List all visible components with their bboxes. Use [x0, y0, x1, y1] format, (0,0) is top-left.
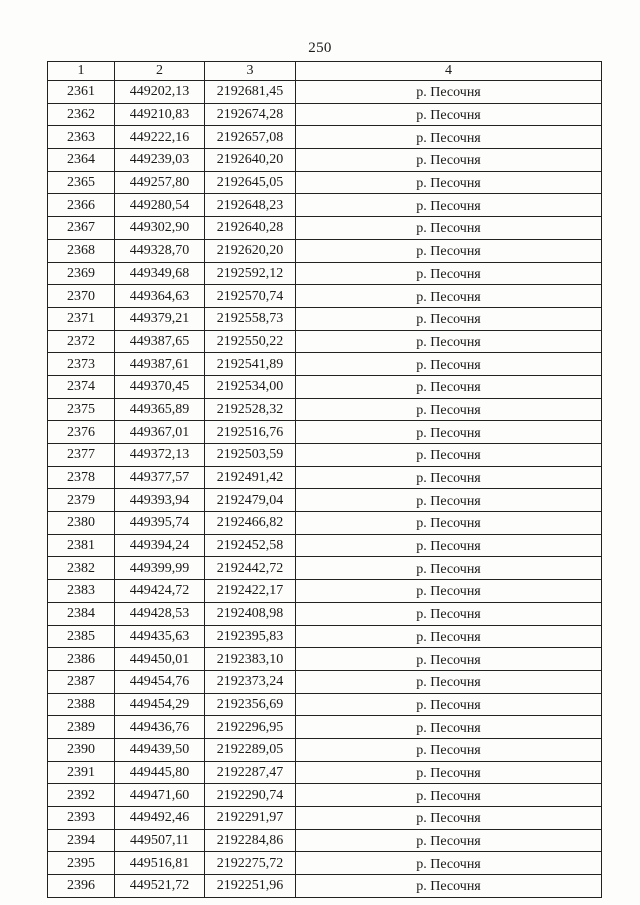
- table-row: [48, 171, 602, 194]
- x-coordinate-cell: 449450,01: [115, 648, 205, 671]
- x-coordinate-cell: 449328,70: [115, 239, 205, 262]
- y-coordinate-cell: 2192395,83: [205, 625, 296, 648]
- description-cell: р. Песочня: [296, 217, 602, 240]
- y-coordinate-cell: 2192550,22: [205, 330, 296, 353]
- x-coordinate-cell: 449516,81: [115, 852, 205, 875]
- y-coordinate-cell: 2192558,73: [205, 307, 296, 330]
- point-number-cell: 2394: [48, 829, 115, 852]
- table-row: [48, 602, 602, 625]
- y-coordinate-cell: 2192452,58: [205, 534, 296, 557]
- x-coordinate-cell: 449521,72: [115, 875, 205, 898]
- table-row: [48, 239, 602, 262]
- x-coordinate-cell: 449372,13: [115, 444, 205, 467]
- table-row: [48, 103, 602, 126]
- point-number-cell: 2374: [48, 375, 115, 398]
- y-coordinate-cell: 2192648,23: [205, 194, 296, 217]
- description-cell: р. Песочня: [296, 330, 602, 353]
- x-coordinate-cell: 449222,16: [115, 126, 205, 149]
- x-coordinate-cell: 449393,94: [115, 489, 205, 512]
- x-coordinate-cell: 449394,24: [115, 534, 205, 557]
- table-row: [48, 489, 602, 512]
- y-coordinate-cell: 2192296,95: [205, 716, 296, 739]
- x-coordinate-cell: 449436,76: [115, 716, 205, 739]
- description-cell: р. Песочня: [296, 784, 602, 807]
- point-number-cell: 2388: [48, 693, 115, 716]
- y-coordinate-cell: 2192681,45: [205, 81, 296, 104]
- x-coordinate-cell: 449507,11: [115, 829, 205, 852]
- y-coordinate-cell: 2192503,59: [205, 444, 296, 467]
- y-coordinate-cell: 2192408,98: [205, 602, 296, 625]
- table-row: [48, 194, 602, 217]
- x-coordinate-cell: 449370,45: [115, 375, 205, 398]
- x-coordinate-cell: 449367,01: [115, 421, 205, 444]
- y-coordinate-cell: 2192674,28: [205, 103, 296, 126]
- column-header-3: 3: [205, 62, 296, 81]
- description-cell: р. Песочня: [296, 648, 602, 671]
- x-coordinate-cell: 449428,53: [115, 602, 205, 625]
- point-number-cell: 2369: [48, 262, 115, 285]
- y-coordinate-cell: 2192373,24: [205, 670, 296, 693]
- point-number-cell: 2372: [48, 330, 115, 353]
- point-number-cell: 2361: [48, 81, 115, 104]
- point-number-cell: 2365: [48, 171, 115, 194]
- description-cell: р. Песочня: [296, 875, 602, 898]
- x-coordinate-cell: 449387,61: [115, 353, 205, 376]
- description-cell: р. Песочня: [296, 171, 602, 194]
- x-coordinate-cell: 449280,54: [115, 194, 205, 217]
- x-coordinate-cell: 449445,80: [115, 761, 205, 784]
- description-cell: р. Песочня: [296, 444, 602, 467]
- description-cell: р. Песочня: [296, 693, 602, 716]
- description-cell: р. Песочня: [296, 512, 602, 535]
- description-cell: р. Песочня: [296, 580, 602, 603]
- table-row: [48, 421, 602, 444]
- y-coordinate-cell: 2192528,32: [205, 398, 296, 421]
- description-cell: р. Песочня: [296, 761, 602, 784]
- y-coordinate-cell: 2192541,89: [205, 353, 296, 376]
- point-number-cell: 2375: [48, 398, 115, 421]
- x-coordinate-cell: 449471,60: [115, 784, 205, 807]
- table-row: [48, 716, 602, 739]
- point-number-cell: 2393: [48, 807, 115, 830]
- x-coordinate-cell: 449379,21: [115, 307, 205, 330]
- y-coordinate-cell: 2192251,96: [205, 875, 296, 898]
- y-coordinate-cell: 2192570,74: [205, 285, 296, 308]
- x-coordinate-cell: 449210,83: [115, 103, 205, 126]
- table-row: [48, 852, 602, 875]
- description-cell: р. Песочня: [296, 829, 602, 852]
- table-row: [48, 81, 602, 104]
- description-cell: р. Песочня: [296, 375, 602, 398]
- description-cell: р. Песочня: [296, 239, 602, 262]
- y-coordinate-cell: 2192466,82: [205, 512, 296, 535]
- table-row: [48, 285, 602, 308]
- table-row: [48, 784, 602, 807]
- table-row: [48, 353, 602, 376]
- description-cell: р. Песочня: [296, 307, 602, 330]
- y-coordinate-cell: 2192645,05: [205, 171, 296, 194]
- point-number-cell: 2382: [48, 557, 115, 580]
- table-row: [48, 375, 602, 398]
- x-coordinate-cell: 449492,46: [115, 807, 205, 830]
- x-coordinate-cell: 449364,63: [115, 285, 205, 308]
- description-cell: р. Песочня: [296, 126, 602, 149]
- point-number-cell: 2377: [48, 444, 115, 467]
- y-coordinate-cell: 2192291,97: [205, 807, 296, 830]
- table-row: [48, 829, 602, 852]
- description-cell: р. Песочня: [296, 807, 602, 830]
- x-coordinate-cell: 449454,29: [115, 693, 205, 716]
- x-coordinate-cell: 449439,50: [115, 738, 205, 761]
- description-cell: р. Песочня: [296, 738, 602, 761]
- y-coordinate-cell: 2192491,42: [205, 466, 296, 489]
- point-number-cell: 2392: [48, 784, 115, 807]
- point-number-cell: 2384: [48, 602, 115, 625]
- page-number: 250: [308, 40, 332, 56]
- table-row: [48, 557, 602, 580]
- description-cell: р. Песочня: [296, 353, 602, 376]
- point-number-cell: 2390: [48, 738, 115, 761]
- description-cell: р. Песочня: [296, 194, 602, 217]
- table-row: [48, 738, 602, 761]
- x-coordinate-cell: 449202,13: [115, 81, 205, 104]
- point-number-cell: 2370: [48, 285, 115, 308]
- x-coordinate-cell: 449395,74: [115, 512, 205, 535]
- description-cell: р. Песочня: [296, 625, 602, 648]
- column-header-1: 1: [48, 62, 115, 81]
- x-coordinate-cell: 449239,03: [115, 149, 205, 172]
- table-row: [48, 398, 602, 421]
- table-row: [48, 217, 602, 240]
- column-header-4: 4: [296, 62, 602, 81]
- y-coordinate-cell: 2192289,05: [205, 738, 296, 761]
- x-coordinate-cell: 449435,63: [115, 625, 205, 648]
- table-row: [48, 580, 602, 603]
- point-number-cell: 2385: [48, 625, 115, 648]
- y-coordinate-cell: 2192284,86: [205, 829, 296, 852]
- description-cell: р. Песочня: [296, 716, 602, 739]
- y-coordinate-cell: 2192657,08: [205, 126, 296, 149]
- table-row: [48, 330, 602, 353]
- table-row: [48, 126, 602, 149]
- description-cell: р. Песочня: [296, 103, 602, 126]
- point-number-cell: 2379: [48, 489, 115, 512]
- point-number-cell: 2386: [48, 648, 115, 671]
- point-number-cell: 2371: [48, 307, 115, 330]
- point-number-cell: 2366: [48, 194, 115, 217]
- x-coordinate-cell: 449302,90: [115, 217, 205, 240]
- x-coordinate-cell: 449454,76: [115, 670, 205, 693]
- table-row: [48, 534, 602, 557]
- point-number-cell: 2376: [48, 421, 115, 444]
- table-row: [48, 807, 602, 830]
- description-cell: р. Песочня: [296, 81, 602, 104]
- description-cell: р. Песочня: [296, 602, 602, 625]
- table-body: [48, 81, 602, 898]
- description-cell: р. Песочня: [296, 852, 602, 875]
- description-cell: р. Песочня: [296, 398, 602, 421]
- description-cell: р. Песочня: [296, 149, 602, 172]
- y-coordinate-cell: 2192479,04: [205, 489, 296, 512]
- column-header-2: 2: [115, 62, 205, 81]
- description-cell: р. Песочня: [296, 466, 602, 489]
- description-cell: р. Песочня: [296, 262, 602, 285]
- x-coordinate-cell: 449399,99: [115, 557, 205, 580]
- point-number-cell: 2364: [48, 149, 115, 172]
- x-coordinate-cell: 449424,72: [115, 580, 205, 603]
- y-coordinate-cell: 2192383,10: [205, 648, 296, 671]
- y-coordinate-cell: 2192640,20: [205, 149, 296, 172]
- table-row: [48, 307, 602, 330]
- table-row: [48, 444, 602, 467]
- point-number-cell: 2362: [48, 103, 115, 126]
- point-number-cell: 2378: [48, 466, 115, 489]
- description-cell: р. Песочня: [296, 285, 602, 308]
- y-coordinate-cell: 2192592,12: [205, 262, 296, 285]
- point-number-cell: 2383: [48, 580, 115, 603]
- x-coordinate-cell: 449377,57: [115, 466, 205, 489]
- y-coordinate-cell: 2192534,00: [205, 375, 296, 398]
- coordinates-table: [47, 61, 602, 898]
- y-coordinate-cell: 2192516,76: [205, 421, 296, 444]
- y-coordinate-cell: 2192620,20: [205, 239, 296, 262]
- description-cell: р. Песочня: [296, 557, 602, 580]
- table-row: [48, 149, 602, 172]
- x-coordinate-cell: 449387,65: [115, 330, 205, 353]
- point-number-cell: 2387: [48, 670, 115, 693]
- point-number-cell: 2373: [48, 353, 115, 376]
- table-row: [48, 693, 602, 716]
- y-coordinate-cell: 2192356,69: [205, 693, 296, 716]
- y-coordinate-cell: 2192442,72: [205, 557, 296, 580]
- point-number-cell: 2396: [48, 875, 115, 898]
- x-coordinate-cell: 449257,80: [115, 171, 205, 194]
- point-number-cell: 2395: [48, 852, 115, 875]
- table-row: [48, 670, 602, 693]
- table-header-row: [48, 62, 602, 81]
- description-cell: р. Песочня: [296, 534, 602, 557]
- point-number-cell: 2391: [48, 761, 115, 784]
- y-coordinate-cell: 2192422,17: [205, 580, 296, 603]
- point-number-cell: 2367: [48, 217, 115, 240]
- table-row: [48, 466, 602, 489]
- table-row: [48, 512, 602, 535]
- description-cell: р. Песочня: [296, 421, 602, 444]
- y-coordinate-cell: 2192287,47: [205, 761, 296, 784]
- description-cell: р. Песочня: [296, 489, 602, 512]
- point-number-cell: 2381: [48, 534, 115, 557]
- point-number-cell: 2380: [48, 512, 115, 535]
- x-coordinate-cell: 449349,68: [115, 262, 205, 285]
- x-coordinate-cell: 449365,89: [115, 398, 205, 421]
- point-number-cell: 2363: [48, 126, 115, 149]
- point-number-cell: 2389: [48, 716, 115, 739]
- table-row: [48, 761, 602, 784]
- description-cell: р. Песочня: [296, 670, 602, 693]
- point-number-cell: 2368: [48, 239, 115, 262]
- y-coordinate-cell: 2192275,72: [205, 852, 296, 875]
- table-row: [48, 625, 602, 648]
- y-coordinate-cell: 2192640,28: [205, 217, 296, 240]
- table-row: [48, 262, 602, 285]
- table-row: [48, 875, 602, 898]
- table-row: [48, 648, 602, 671]
- y-coordinate-cell: 2192290,74: [205, 784, 296, 807]
